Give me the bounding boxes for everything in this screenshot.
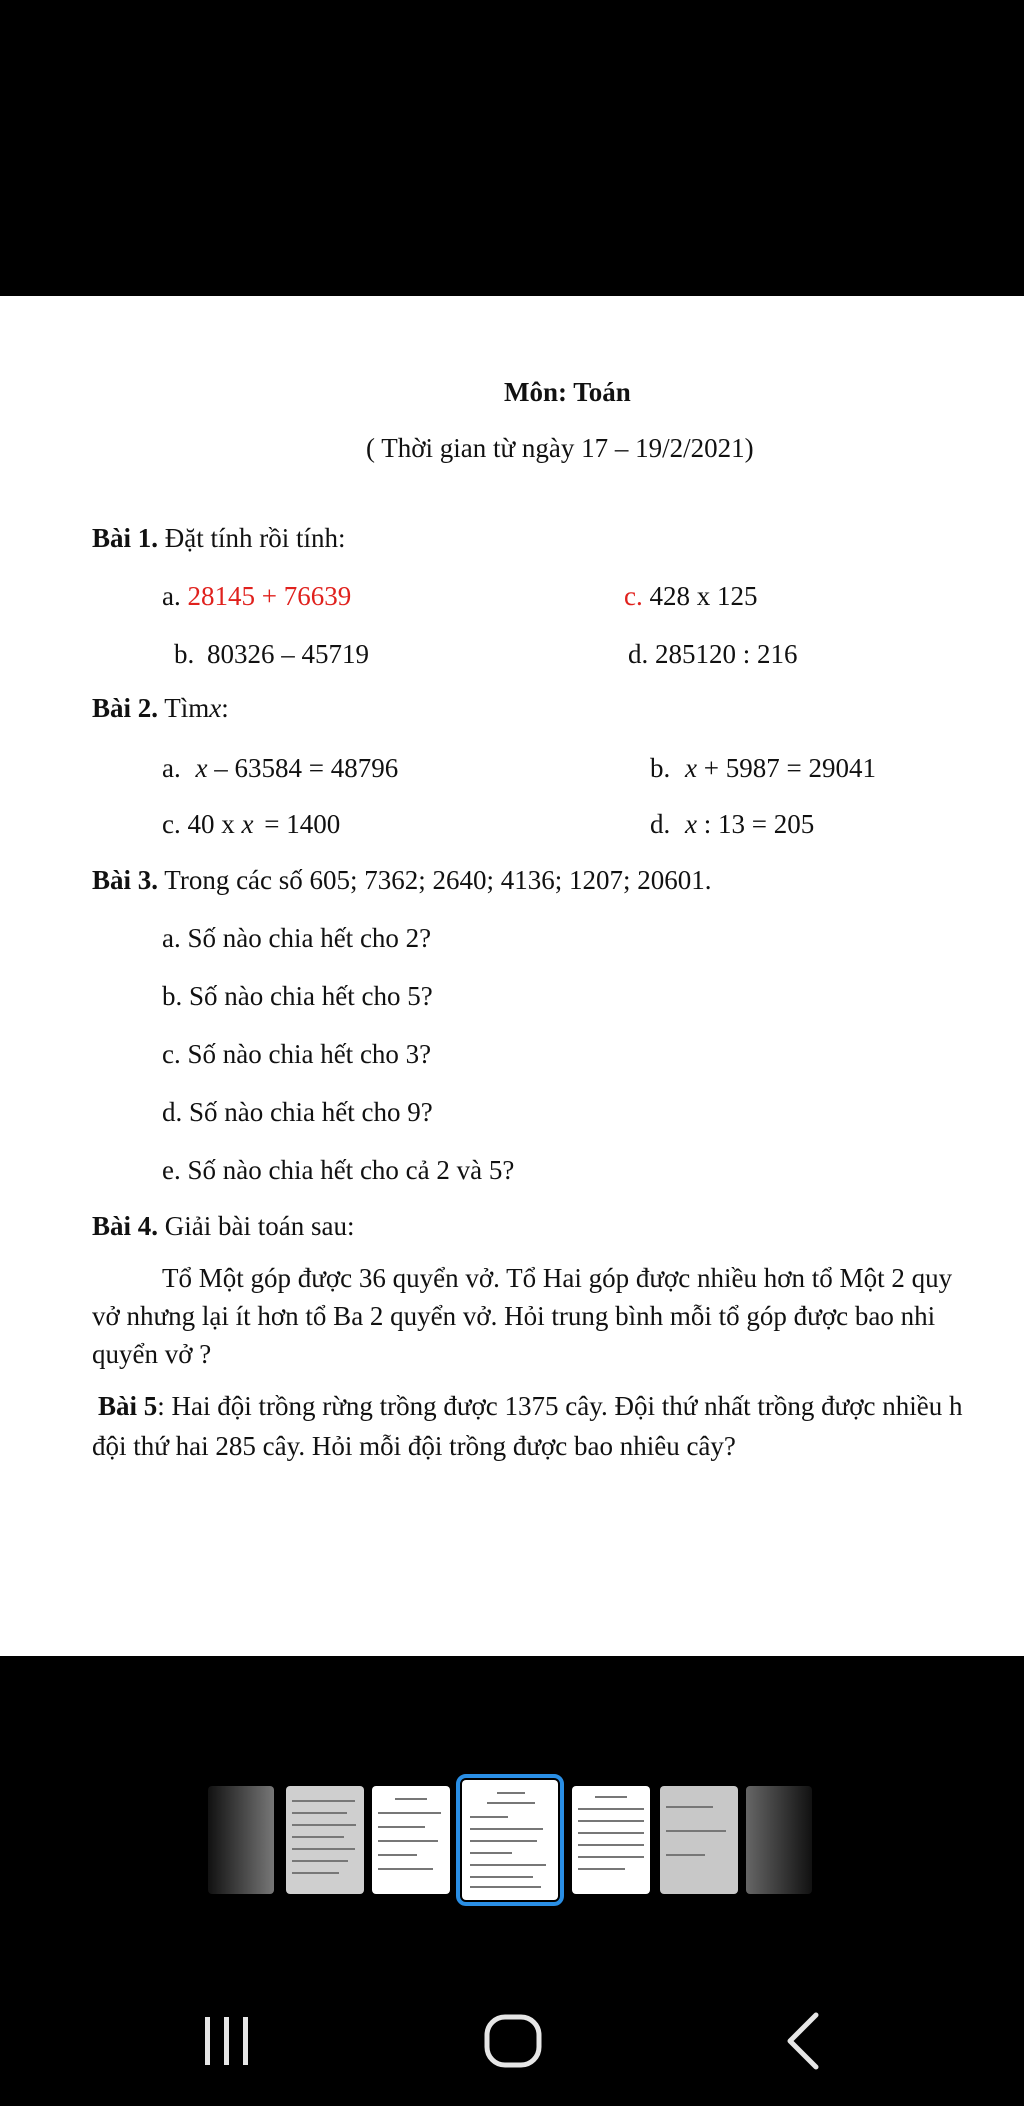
exercise-4-label: Bài 4. [92,1211,159,1241]
ex3-item-b: b. Số nào chia hết cho 5? [162,981,433,1011]
ex4-text-line-1: Tổ Một góp được 36 quyển vở. Tổ Hai góp được nhiều hơn tổ Một 2 quy [162,1263,953,1293]
variable: x [209,693,222,723]
ex1-item-b [174,638,369,670]
item-expression: 80326 – 45719 [207,639,369,669]
colon: : [221,693,229,723]
item-expression: = 1400 [264,809,341,839]
item-letter: b. [650,753,671,783]
top-black-area [0,0,1024,296]
ex2-item-a [162,752,398,784]
ex4-text-line-3: quyển vở ? [92,1339,212,1369]
ex1-item-a [162,580,351,612]
exercise-3-label: Bài 3. [92,865,159,895]
ex3-item-c: c. Số nào chia hết cho 3? [162,1039,432,1069]
item-expression: – 63584 = 48796 [214,753,399,783]
exercise-1-instruction: Đặt tính rồi tính: [164,523,346,553]
ex2-item-b [650,752,876,784]
item-expression: + 5987 = 29041 [703,753,876,783]
item-letter: a. [162,753,181,783]
exercise-4-instruction: Giải bài toán sau: [164,1211,355,1241]
ex1-item-d [628,638,798,670]
exercise-5-line-1 [98,1390,962,1422]
item-letter: d. [628,639,649,669]
item-letter: b. [174,639,195,669]
exercise-4-heading [92,1210,354,1242]
thumbnail-page-7[interactable] [746,1786,812,1894]
back-button[interactable] [748,2001,858,2081]
recents-icon [197,2013,257,2069]
exercise-1-label: Bài 1. [92,523,159,553]
thumbnail-page-2[interactable] [286,1786,364,1894]
item-letter: c. [162,809,181,839]
home-icon [481,2011,545,2071]
exercise-5-label: Bài 5 [98,1391,158,1421]
item-expression: 428 x 125 [649,581,758,611]
ex3-item-e: e. Số nào chia hết cho cả 2 và 5? [162,1155,515,1185]
thumbnail-page-5[interactable] [572,1786,650,1894]
item-prefix: 40 x [187,809,235,839]
item-expression: 285120 : 216 [655,639,798,669]
variable: x [195,753,208,783]
exercise-2-instruction: Tìm [164,693,210,723]
ex3-item-a: a. Số nào chia hết cho 2? [162,923,432,953]
item-letter: d. [650,809,671,839]
page-title: Môn: Toán [504,377,631,407]
ex2-item-c [162,808,340,840]
thumbnail-page-1[interactable] [208,1786,274,1894]
back-icon [778,2009,828,2073]
recents-button[interactable] [172,2001,282,2081]
ex3-item-d: d. Số nào chia hết cho 9? [162,1097,433,1127]
bottom-panel [0,1656,1024,2106]
thumbnail-page-6[interactable] [660,1786,738,1894]
item-expression: : 13 = 205 [703,809,815,839]
ex1-item-c [624,580,757,612]
exercise-5-text: : Hai đội trồng rừng trồng được 1375 cây. Đội thứ nhất trồng được nhiều h [157,1391,963,1421]
exercise-1-heading [92,522,346,554]
item-letter: a. [162,581,181,611]
variable: x [241,809,254,839]
exercise-2-heading [92,692,229,724]
exercise-3-heading [92,864,712,896]
thumbnail-page-3[interactable] [372,1786,450,1894]
variable: x [685,753,697,783]
item-letter: c. [624,581,643,611]
home-button[interactable] [458,2001,568,2081]
thumbnail-page-4-selected[interactable] [462,1780,558,1900]
ex2-item-d [650,808,814,840]
time-range: ( Thời gian từ ngày 17 – 19/2/2021) [366,433,754,463]
exercise-5-line-2: đội thứ hai 285 cây. Hỏi mỗi đội trồng được bao nhiêu cây? [92,1431,736,1461]
exercise-2-label: Bài 2. [92,693,159,723]
item-expression: 28145 + 76639 [187,581,352,611]
document-page[interactable] [0,296,1024,1656]
exercise-3-instruction: Trong các số 605; 7362; 2640; 4136; 1207; 20601. [164,865,712,895]
ex4-text-line-2: vở nhưng lại ít hơn tổ Ba 2 quyển vở. Hỏi trung bình mỗi tổ góp được bao nhi [92,1301,936,1331]
variable: x [685,809,697,839]
